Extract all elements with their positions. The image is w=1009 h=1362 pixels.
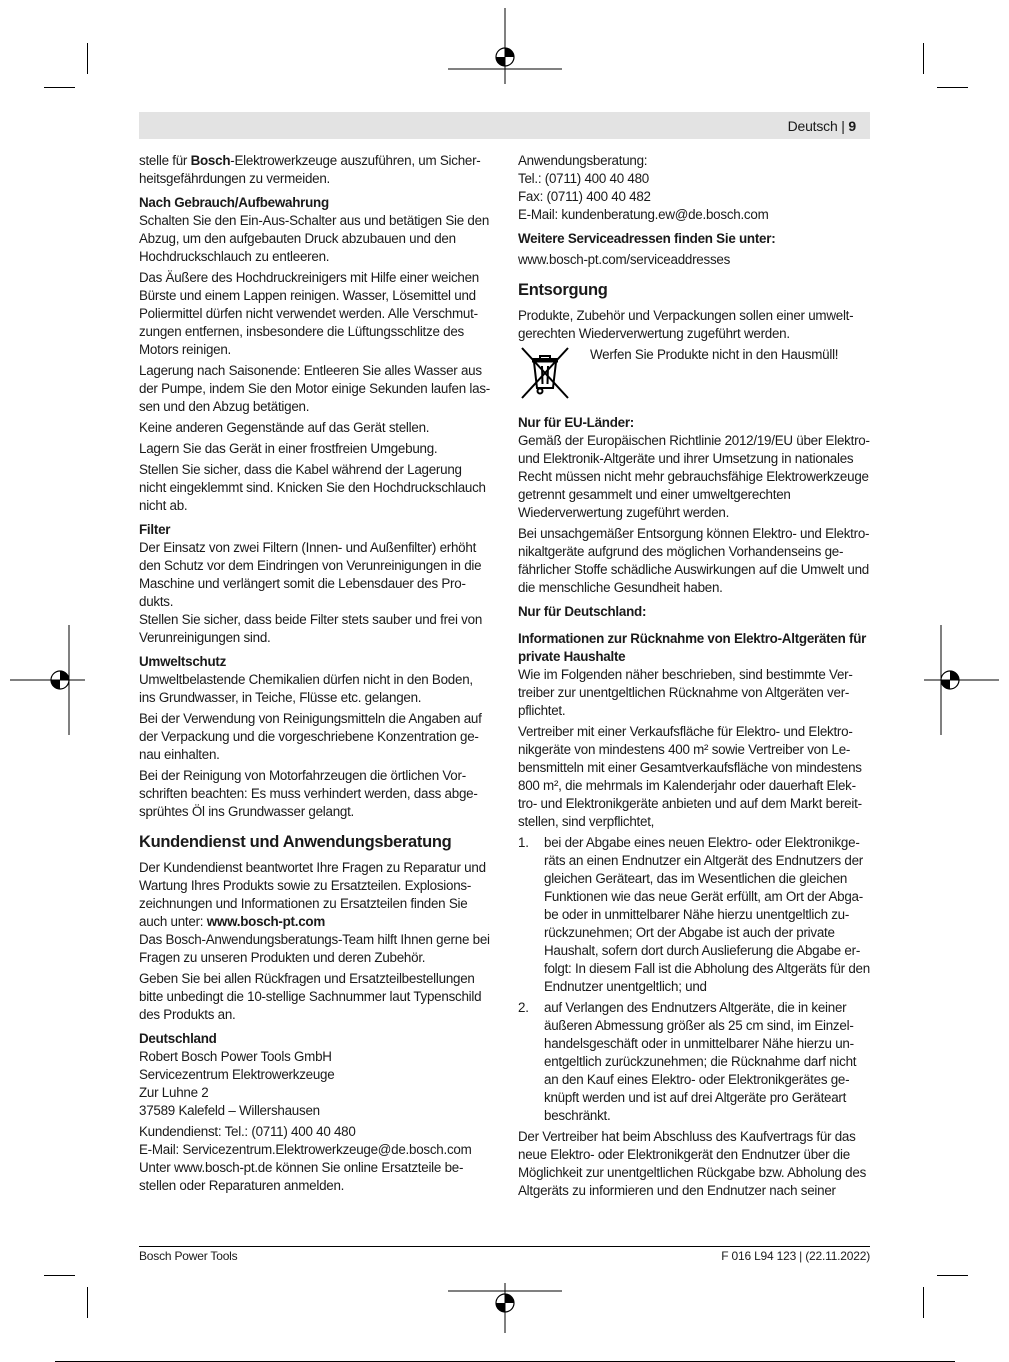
intro-paragraph [139,152,491,188]
consult-email: E-Mail: kundenberatung.ew@de.bosch.com [518,207,769,222]
address-line: Servicezentrum Elektrowerkzeuge [139,1067,335,1082]
service-text: Der Kundendienst beantwortet Ihre Fragen zu Reparatur und Wartung Ihres Produkts sowie zu Ersatzteilen. Explosionszeichnungen und Informationen zu Ersatzteilen finden Sie auch unter: [139,860,486,929]
weee-notice [518,346,870,400]
paragraph: Bei der Reinigung von Motorfahrzeugen die örtlichen Vorschriften beachten: Es muss verhindert werden, dass abgesprühtes Öl ins Grundwasser gelangt. [139,768,478,819]
left-column [139,152,491,1198]
paragraph: Gemäß der Europäischen Richtlinie 2012/19/EU über Elektro- und Elektronik-Altgeräte und ihrer Umsetzung in nationales Recht müssen nicht mehr gebrauchsfähige Elektrowerkzeuge getrennt gesammelt und einer umweltgerechten Wiederverwertung zugeführt werden. [518,433,870,520]
section-heading-germany: Deutschland [139,1031,217,1046]
list-number: 1. [518,835,529,850]
paragraph: Das Bosch-Anwendungsberatungs-Team hilft Ihnen gerne bei Fragen zu unseren Produkten und deren Zubehör. [139,932,490,965]
list-item [518,999,870,1125]
crop-mark [44,1275,75,1276]
registration-mark-icon [448,8,562,84]
paragraph: Bei der Verwendung von Reinigungsmitteln die Angaben auf der Verpackung und die vorgeschriebene Konzentration genau einhalten. [139,711,482,762]
list-number: 2. [518,1000,529,1015]
paragraph: Stellen Sie sicher, dass die Kabel während der Lagerung nicht eingeklemmt sind. Knicken Sie den Hochdruckschlauch nicht ab. [139,462,486,513]
footer-right: F 016 L94 123 | (22.11.2022) [721,1249,870,1263]
list-text: bei der Abgabe eines neuen Elektro- oder Elektronikgeräts an einen Endnutzer ein Altgerät des Endnutzers der gleichen Geräteart, das im Wesentlichen die gleichen Funktionen wie das neue Gerät erfüllt, am Ort der Abgabe oder in unmittelbarer Nähe hierzu unentgeltlich zurückzunehmen; Ort der Abgabe ist auch der private Haushalt, sofern dort durch Auslieferung die Abgabe erfolgt: In diesem Fall ist die Abholung des Altgeräts für den Endnutzer unentgeltlich; und [544,835,870,994]
section-heading-filter: Filter [139,522,171,537]
header-separator: | [841,118,845,134]
right-column [518,152,870,1203]
section-title-disposal: Entsorgung [518,281,608,299]
section-heading-germany-only: Nur für Deutschland: [518,604,647,619]
paragraph: Keine anderen Gegenstände auf das Gerät stellen. [139,420,430,435]
takeback-subheading: Informationen zur Rücknahme von Elektro-Altgeräten für private Haushalte [518,631,867,664]
paragraph: Geben Sie bei allen Rückfragen und Ersatzteilbestellungen bitte unbedingt die 10-stellige Sachnummer laut Typenschild des Produkts an. [139,971,482,1022]
paragraph: Schalten Sie den Ein-Aus-Schalter aus und betätigen Sie den Abzug, um den aufgebauten Druck abzubauen und den Hochdruckschlauch zu entleeren. [139,213,490,264]
section-heading-after-use: Nach Gebrauch/Aufbewahrung [139,195,329,210]
consult-phone: Tel.: (0711) 400 40 480 [518,171,649,186]
consult-line: Anwendungsberatung: [518,153,648,168]
service-email: E-Mail: Servicezentrum.Elektrowerkzeuge@de.bosch.com [139,1142,472,1157]
paragraph: Produkte, Zubehör und Verpackungen sollen einer umweltgerechten Wiederverwertung zugeführt werden. [518,308,854,341]
paragraph: Der Einsatz von zwei Filtern (Innen- und Außenfilter) erhöht den Schutz vor dem Eindringen von Verunreinigungen in die Maschine und verlängert somit die Lebensdauer des Produkts. [139,540,482,609]
crop-mark [937,87,968,88]
obligations-list [518,834,870,1125]
crop-mark [87,1287,88,1318]
more-addresses-url[interactable]: www.bosch-pt.com/serviceaddresses [518,252,731,267]
crop-mark [44,87,75,88]
section-heading-environment: Umweltschutz [139,654,227,669]
address-line: Zur Luhne 2 [139,1085,209,1100]
consult-fax: Fax: (0711) 400 40 482 [518,189,651,204]
header-language: Deutsch [787,118,838,134]
section-title-service: Kundendienst und Anwendungsberatung [139,833,452,851]
service-link[interactable]: www.bosch-pt.com [206,914,325,929]
paragraph: Wie im Folgenden näher beschrieben, sind bestimmte Vertreiber zur unentgeltlichen Rücknahme von Altgeräten verpflichtet. [518,667,853,718]
paragraph: Bei unsachgemäßer Entsorgung können Elektro- und Elektronikaltgeräte aufgrund des möglichen Vorhandenseins gefährlicher Stoffe schädliche Auswirkungen auf die Umwelt und die menschliche Gesundheit haben. [518,526,870,595]
paragraph: Unter www.bosch-pt.de können Sie online Ersatzteile bestellen oder Reparaturen anmelden. [139,1160,464,1193]
intro-text: stelle für [139,153,191,168]
crop-mark [937,1275,968,1276]
crossed-out-wheelie-bin-icon [518,346,572,400]
crop-mark [923,43,924,74]
section-heading-eu: Nur für EU-Länder: [518,415,635,430]
crop-mark [923,1287,924,1318]
paragraph: Das Äußere des Hochdruckreinigers mit Hilfe einer weichen Bürste und einem Lappen reinigen. Wasser, Lösemittel und Poliermittel dürfen nicht verwendet werden. Alle Verschmutzungen entfernen, insbesondere die Lüftungsschlitze des Motors reinigen. [139,270,480,357]
page-number: 9 [848,118,856,134]
service-phone: Kundendienst: Tel.: (0711) 400 40 480 [139,1124,356,1139]
intro-text: -Elektrowerkzeuge auszuführen, um Sicherheitsgefährdungen zu vermeiden. [139,153,481,186]
address-line: 37589 Kalefeld – Willershausen [139,1103,320,1118]
paragraph: Lagern Sie das Gerät in einer frostfreien Umgebung. [139,441,438,456]
page-header [139,112,870,139]
paragraph: Vertreiber mit einer Verkaufsfläche für Elektro- und Elektronikgeräte von mindestens 400 m² sowie Vertreiber von Lebensmitteln mit einer Gesamtverkaufsfläche von mindestens 800 m², die mehrmals im Kalenderjahr oder dauerhaft Elektro- und Elektronikgeräte anbieten und auf dem Markt bereitstellen, sind verpflichtet, [518,724,863,829]
brand-name: Bosch [190,153,231,168]
footer-left: Bosch Power Tools [139,1249,238,1263]
registration-mark-icon [448,1283,562,1333]
header-label [788,118,856,134]
registration-mark-icon [924,625,999,735]
registration-mark-icon [10,625,85,735]
service-paragraph [139,859,491,931]
crop-mark [87,43,88,74]
list-item [518,834,870,996]
paragraph: Umweltbelastende Chemikalien dürfen nicht in den Boden, ins Grundwasser, in Teiche, Flüsse etc. gelangen. [139,672,473,705]
bin-note: Werfen Sie Produkte nicht in den Hausmüll! [590,347,839,362]
more-addresses-heading: Weitere Serviceadressen finden Sie unter: [518,231,776,246]
paragraph: Lagerung nach Saisonende: Entleeren Sie alles Wasser aus der Pumpe, indem Sie den Motor einige Sekunden laufen lassen und den Abzug betätigen. [139,363,491,414]
footer-rule [139,1246,870,1247]
list-text: auf Verlangen des Endnutzers Altgeräte, die in keiner äußeren Abmessung größer als 25 cm sind, im Einzelhandelsgeschäft oder in unmittelbarer Nähe hierzu unentgeltlich zurückzunehmen; die Rücknahme darf nicht an den Kauf eines Elektro- oder Elektronikgerätes geknüpft werden und ist auf drei Altgeräte pro Geräteart beschränkt. [544,1000,857,1123]
paragraph: Der Vertreiber hat beim Abschluss des Kaufvertrags für das neue Elektro- oder Elektronikgerät den Endnutzer über die Möglichkeit zur unentgeltlichen Rückgabe bzw. Abholung des Altgeräts zu informieren und den Endnutzer nach seiner [518,1129,867,1198]
address-line: Robert Bosch Power Tools GmbH [139,1049,332,1064]
paragraph: Stellen Sie sicher, dass beide Filter stets sauber und frei von Verunreinigungen sind. [139,612,483,645]
